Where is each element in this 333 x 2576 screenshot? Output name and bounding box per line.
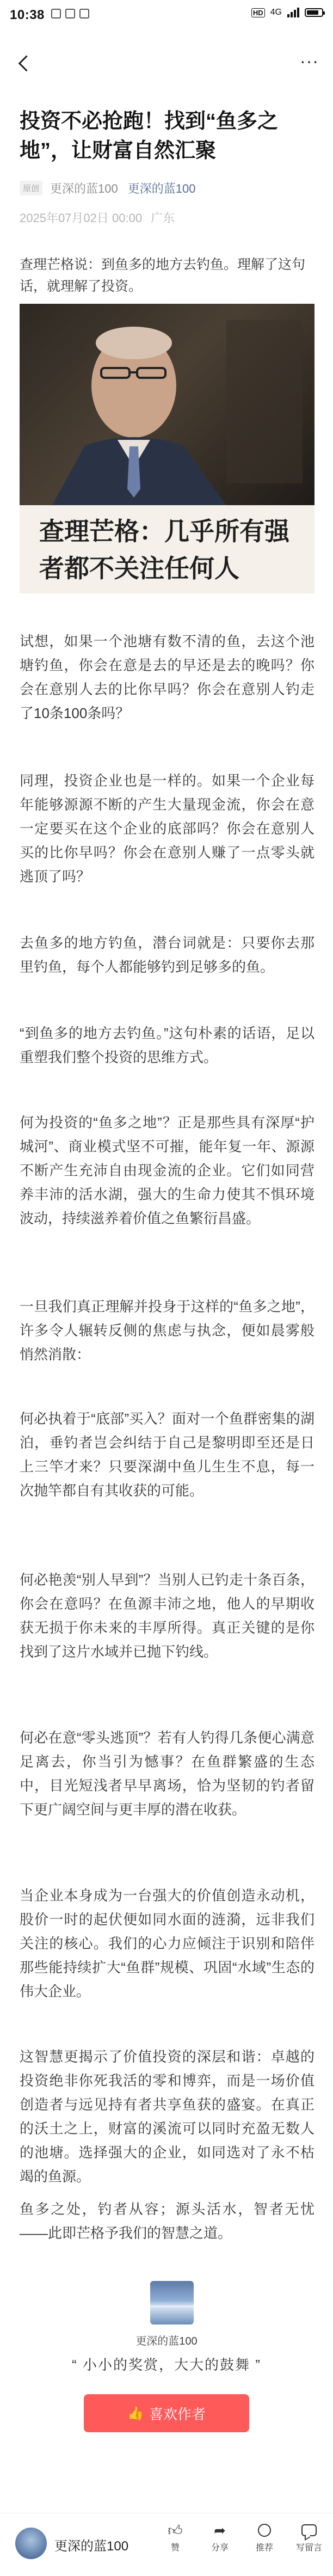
recommend-action-label: 推荐 bbox=[255, 2543, 273, 2553]
article-meta bbox=[20, 180, 195, 197]
network-type: 4G bbox=[270, 8, 282, 17]
battery-icon bbox=[305, 8, 323, 17]
comment-icon bbox=[301, 2522, 317, 2538]
notification-icon bbox=[79, 9, 89, 19]
share-icon: ➦ bbox=[214, 2522, 226, 2538]
portrait-photo bbox=[20, 304, 314, 505]
body-paragraph: 何必艳羡“别人早到”？当别人已钓走十条百条，你会在意吗？在鱼源丰沛之地，他人的早期收获无损于你未来的丰厚所得。真正关键的是你找到了这片水域并已抛下钓线。 bbox=[20, 1572, 314, 1660]
publish-date: 2025年07月02日 00:00 bbox=[20, 211, 143, 225]
author-name: 更深的蓝100 bbox=[135, 2335, 198, 2347]
comment-action-label: 写留言 bbox=[295, 2543, 322, 2553]
article-image[interactable] bbox=[20, 304, 314, 593]
bottom-action-bar bbox=[0, 2513, 333, 2576]
share-action-label: 分享 bbox=[211, 2543, 229, 2553]
body-paragraph: 一旦我们真正理解并投身于这样的“鱼多之地”，许多令人辗转反侧的焦虑与执念，便如晨雾般悄然消散： bbox=[20, 1298, 314, 1363]
notification-icon bbox=[65, 9, 75, 19]
body-paragraph: 去鱼多的地方钓鱼，潜台词就是：只要你去那里钓鱼，每个人都能够钓到足够多的鱼。 bbox=[20, 935, 314, 975]
thumbs-up-icon: 👍︎ bbox=[168, 2522, 183, 2538]
image-caption: 查理芒格：几乎所有强者都不关注任何人 bbox=[39, 517, 289, 583]
account-name[interactable]: 更深的蓝100 bbox=[54, 2539, 129, 2554]
appreciation-quote: “ 小小的奖赏，大大的鼓舞 ” bbox=[72, 2357, 261, 2373]
more-options-icon[interactable]: ··· bbox=[300, 51, 319, 71]
recommend-action-button[interactable] bbox=[249, 2522, 280, 2553]
body-paragraph: 何必执着于“底部”买入？面对一个鱼群密集的湖泊，垂钓者岂会纠结于自己是黎明即至还是日上三竿才来？只要深湖中鱼儿生生不息，每一次抛竿都自有其收获的可能。 bbox=[20, 1410, 314, 1499]
body-paragraph: 何为投资的“鱼多之地”？正是那些具有深厚“护城河”、商业模式坚不可摧，能年复一年、源源不断产生充沛自由现金流的企业。它们如同营养丰沛的活水湖，强大的生命力使其不惧环境波动，持续滋养着价值之鱼繁衍昌盛。 bbox=[20, 1114, 314, 1226]
body-paragraph: 鱼多之处，钓者从容；源头活水，智者无忧——此即芒格予我们的智慧之道。 bbox=[20, 2201, 314, 2241]
status-time: 10:38 bbox=[10, 8, 45, 22]
status-bar bbox=[0, 0, 333, 29]
signal-icon bbox=[287, 8, 299, 17]
body-paragraph: 同理，投资企业也是一样的。如果一个企业每年能够源源不断的产生大量现金流，你会在意一定要买在这个企业的底部吗？你会在意别人买的比你早吗？你会在意别人赚了一点零头就逃顶了吗？ bbox=[20, 772, 314, 885]
body-paragraph: 当企业本身成为一台强大的价值创造永动机，股价一时的起伏便如同水面的涟漪，远非我们关注的核心。我们的心力应倾注于识别和陪伴那些能持续扩大“鱼群”规模、巩固“水域”生态的伟大企业。 bbox=[20, 1887, 314, 2000]
status-notification-icons bbox=[51, 9, 89, 19]
account-avatar[interactable] bbox=[15, 2528, 47, 2559]
article-author: 更深的蓝100 bbox=[50, 182, 118, 195]
like-action-button[interactable] bbox=[160, 2522, 190, 2553]
portrait-illustration bbox=[20, 304, 314, 505]
back-chevron-icon[interactable] bbox=[15, 52, 37, 74]
article-date-row bbox=[20, 209, 175, 226]
account-link[interactable]: 更深的蓝100 bbox=[127, 182, 196, 195]
hd-badge: HD bbox=[251, 8, 265, 17]
body-paragraph: 这智慧更揭示了价值投资的深层和谐：卓越的投资绝非你死我活的零和博弈，而是一场价值创造者与远见持有者共享鱼获的盛宴。在真正的沃土之上，财富的溪流可以同时充盈无数人的池塘。选择强大的企业，如同选对了永不枯竭的鱼源。 bbox=[20, 2048, 314, 2185]
article-intro: 查理芒格说：到鱼多的地方去钓鱼。理解了这句话，就理解了投资。 bbox=[20, 257, 306, 294]
bottom-actions bbox=[160, 2522, 324, 2553]
body-paragraph: 试想，如果一个池塘有数不清的鱼，去这个池塘钓鱼，你会在意是去的早还是去的晚吗？你会在意别人去的比你早吗？你会在意别人钓走了10条100条吗？ bbox=[20, 633, 314, 721]
nav-bar bbox=[0, 49, 333, 82]
article-title: 投资不必抢跑！找到“鱼多之地”，让财富自然汇聚 bbox=[20, 110, 279, 162]
thumbs-up-icon: 👍 bbox=[127, 2406, 144, 2421]
comment-action-button[interactable] bbox=[294, 2522, 324, 2553]
share-action-button[interactable] bbox=[205, 2522, 235, 2553]
battery-level bbox=[307, 10, 318, 15]
body-paragraph: “到鱼多的地方去钓鱼。”这句朴素的话语，足以重塑我们整个投资的思维方式。 bbox=[20, 1025, 314, 1065]
status-indicators bbox=[251, 8, 323, 17]
notification-icon bbox=[51, 9, 61, 19]
original-tag: 原创 bbox=[20, 181, 42, 195]
author-avatar[interactable] bbox=[150, 2281, 194, 2324]
like-author-button[interactable] bbox=[84, 2394, 249, 2432]
body-paragraph: 何必在意“零头逃顶”？若有人钓得几条便心满意足离去，你当引为憾事？在鱼群繁盛的生态中，目光短浅者早早离场，恰为坚韧的钓者留下更广阔空间与更丰厚的潜在收获。 bbox=[20, 1729, 314, 1818]
publish-location: 广东 bbox=[151, 211, 175, 225]
recommend-icon bbox=[256, 2522, 273, 2538]
like-author-label: 喜欢作者 bbox=[149, 2406, 206, 2422]
like-action-label: 赞 bbox=[170, 2543, 180, 2553]
